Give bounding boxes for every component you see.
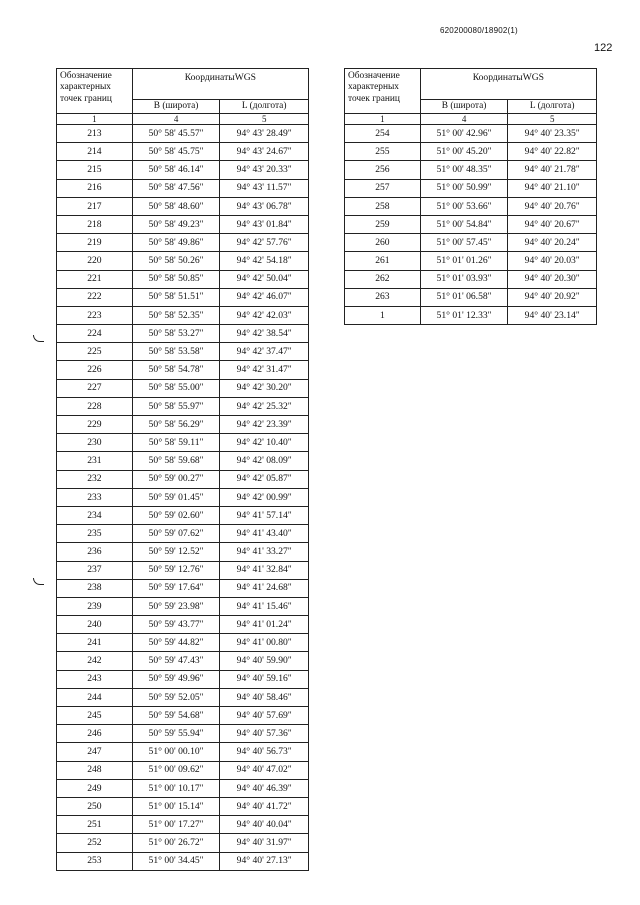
point-id-cell: 232 [57, 470, 133, 488]
latitude-cell: 50° 59' 44.82" [132, 634, 220, 652]
header-latitude: В (широта) [132, 100, 220, 114]
header-longitude: L (долгота) [508, 100, 597, 114]
latitude-cell: 50° 59' 17.64" [132, 579, 220, 597]
latitude-cell: 51° 00' 57.45" [420, 234, 508, 252]
latitude-cell: 50° 59' 47.43" [132, 652, 220, 670]
point-id-cell: 250 [57, 797, 133, 815]
point-id-cell: 221 [57, 270, 133, 288]
longitude-cell: 94° 40' 31.97" [220, 834, 309, 852]
header-col-number: 1 [57, 114, 133, 125]
point-id-cell: 260 [345, 234, 421, 252]
point-id-cell: 229 [57, 416, 133, 434]
longitude-cell: 94° 42' 05.87" [220, 470, 309, 488]
header-wgs: КоординатыWGS [420, 69, 596, 100]
longitude-cell: 94° 40' 20.24" [508, 234, 597, 252]
point-id-cell: 256 [345, 161, 421, 179]
table-row [345, 179, 597, 197]
latitude-cell: 51° 00' 09.62" [132, 761, 220, 779]
longitude-cell: 94° 42' 23.39" [220, 416, 309, 434]
latitude-cell: 50° 58' 53.27" [132, 325, 220, 343]
longitude-cell: 94° 41' 32.84" [220, 561, 309, 579]
longitude-cell: 94° 42' 50.04" [220, 270, 309, 288]
latitude-cell: 50° 58' 50.26" [132, 252, 220, 270]
longitude-cell: 94° 40' 21.78" [508, 161, 597, 179]
point-id-cell: 251 [57, 816, 133, 834]
table-row [57, 397, 309, 415]
latitude-cell: 51° 00' 34.45" [132, 852, 220, 870]
latitude-cell: 50° 58' 46.14" [132, 161, 220, 179]
latitude-cell: 50° 58' 50.85" [132, 270, 220, 288]
longitude-cell: 94° 42' 31.47" [220, 361, 309, 379]
table-row [57, 597, 309, 615]
latitude-cell: 50° 58' 49.86" [132, 234, 220, 252]
latitude-cell: 50° 59' 12.52" [132, 543, 220, 561]
table-row [57, 270, 309, 288]
latitude-cell: 50° 58' 59.68" [132, 452, 220, 470]
point-id-cell: 217 [57, 197, 133, 215]
table-body [345, 125, 597, 325]
latitude-cell: 50° 59' 54.68" [132, 707, 220, 725]
longitude-cell: 94° 40' 21.10" [508, 179, 597, 197]
point-id-cell: 231 [57, 452, 133, 470]
latitude-cell: 51° 00' 42.96" [420, 125, 508, 143]
latitude-cell: 50° 59' 12.76" [132, 561, 220, 579]
table-row [57, 543, 309, 561]
table-row [345, 234, 597, 252]
point-id-cell: 253 [57, 852, 133, 870]
latitude-cell: 50° 58' 49.23" [132, 215, 220, 233]
point-id-cell: 254 [345, 125, 421, 143]
point-id-cell: 228 [57, 397, 133, 415]
longitude-cell: 94° 42' 42.03" [220, 306, 309, 324]
longitude-cell: 94° 40' 56.73" [220, 743, 309, 761]
table-row [57, 343, 309, 361]
latitude-cell: 50° 58' 45.75" [132, 143, 220, 161]
point-id-cell: 227 [57, 379, 133, 397]
point-id-cell: 223 [57, 306, 133, 324]
point-id-cell: 252 [57, 834, 133, 852]
table-row [345, 197, 597, 215]
latitude-cell: 51° 01' 06.58" [420, 288, 508, 306]
latitude-cell: 51° 00' 17.27" [132, 816, 220, 834]
table-row [345, 215, 597, 233]
point-id-cell: 214 [57, 143, 133, 161]
longitude-cell: 94° 40' 58.46" [220, 688, 309, 706]
table-row [345, 125, 597, 143]
longitude-cell: 94° 40' 20.30" [508, 270, 597, 288]
margin-mark [33, 578, 44, 585]
longitude-cell: 94° 41' 00.80" [220, 634, 309, 652]
table-row [57, 561, 309, 579]
longitude-cell: 94° 43' 11.57" [220, 179, 309, 197]
longitude-cell: 94° 42' 00.99" [220, 488, 309, 506]
longitude-cell: 94° 40' 20.03" [508, 252, 597, 270]
table-row [57, 652, 309, 670]
longitude-cell: 94° 40' 57.69" [220, 707, 309, 725]
table-row [345, 252, 597, 270]
longitude-cell: 94° 42' 30.20" [220, 379, 309, 397]
latitude-cell: 50° 59' 49.96" [132, 670, 220, 688]
table-row [57, 634, 309, 652]
longitude-cell: 94° 41' 57.14" [220, 506, 309, 524]
margin-mark [33, 335, 44, 342]
table-row [57, 579, 309, 597]
point-id-cell: 257 [345, 179, 421, 197]
point-id-cell: 224 [57, 325, 133, 343]
header-latitude: В (широта) [420, 100, 508, 114]
table-row [345, 143, 597, 161]
table-row [57, 306, 309, 324]
table-row [57, 452, 309, 470]
table-row [57, 506, 309, 524]
table-row [57, 215, 309, 233]
longitude-cell: 94° 43' 06.78" [220, 197, 309, 215]
latitude-cell: 50° 58' 48.60" [132, 197, 220, 215]
longitude-cell: 94° 42' 46.07" [220, 288, 309, 306]
latitude-cell: 50° 58' 52.35" [132, 306, 220, 324]
point-id-cell: 235 [57, 525, 133, 543]
longitude-cell: 94° 40' 57.36" [220, 725, 309, 743]
point-id-cell: 261 [345, 252, 421, 270]
longitude-cell: 94° 41' 15.46" [220, 597, 309, 615]
table-row [345, 161, 597, 179]
latitude-cell: 50° 59' 23.98" [132, 597, 220, 615]
point-id-cell: 213 [57, 125, 133, 143]
table-row [57, 743, 309, 761]
latitude-cell: 51° 00' 54.84" [420, 215, 508, 233]
longitude-cell: 94° 43' 20.33" [220, 161, 309, 179]
point-id-cell: 239 [57, 597, 133, 615]
latitude-cell: 50° 58' 54.78" [132, 361, 220, 379]
table-row [57, 434, 309, 452]
longitude-cell: 94° 41' 24.68" [220, 579, 309, 597]
table-row [57, 488, 309, 506]
header-col-number: 1 [345, 114, 421, 125]
longitude-cell: 94° 40' 27.13" [220, 852, 309, 870]
latitude-cell: 50° 58' 53.58" [132, 343, 220, 361]
longitude-cell: 94° 43' 01.84" [220, 215, 309, 233]
point-id-cell: 258 [345, 197, 421, 215]
page-number: 122 [594, 42, 613, 54]
point-id-cell: 248 [57, 761, 133, 779]
table-row [57, 725, 309, 743]
latitude-cell: 50° 59' 55.94" [132, 725, 220, 743]
latitude-cell: 50° 59' 07.62" [132, 525, 220, 543]
latitude-cell: 50° 58' 45.57" [132, 125, 220, 143]
longitude-cell: 94° 43' 24.67" [220, 143, 309, 161]
longitude-cell: 94° 40' 59.90" [220, 652, 309, 670]
longitude-cell: 94° 41' 01.24" [220, 616, 309, 634]
latitude-cell: 51° 00' 45.20" [420, 143, 508, 161]
table-row [57, 125, 309, 143]
point-id-cell: 238 [57, 579, 133, 597]
longitude-cell: 94° 41' 43.40" [220, 525, 309, 543]
point-id-cell: 241 [57, 634, 133, 652]
point-id-cell: 220 [57, 252, 133, 270]
point-id-cell: 225 [57, 343, 133, 361]
latitude-cell: 51° 00' 53.66" [420, 197, 508, 215]
table-row [57, 361, 309, 379]
latitude-cell: 51° 01' 01.26" [420, 252, 508, 270]
longitude-cell: 94° 42' 38.54" [220, 325, 309, 343]
coordinates-table-left [56, 68, 309, 871]
longitude-cell: 94° 42' 10.40" [220, 434, 309, 452]
point-id-cell: 243 [57, 670, 133, 688]
point-id-cell: 226 [57, 361, 133, 379]
longitude-cell: 94° 40' 20.92" [508, 288, 597, 306]
point-id-cell: 222 [57, 288, 133, 306]
table-row [57, 143, 309, 161]
header-point-name: Обозначение характерных точек границ [345, 69, 421, 114]
table-row [57, 688, 309, 706]
point-id-cell: 263 [345, 288, 421, 306]
latitude-cell: 50° 59' 00.27" [132, 470, 220, 488]
table-row [57, 816, 309, 834]
header-point-name: Обозначение характерных точек границ [57, 69, 133, 114]
latitude-cell: 50° 58' 51.51" [132, 288, 220, 306]
point-id-cell: 237 [57, 561, 133, 579]
longitude-cell: 94° 42' 25.32" [220, 397, 309, 415]
latitude-cell: 51° 00' 10.17" [132, 779, 220, 797]
point-id-cell: 262 [345, 270, 421, 288]
table-row [57, 761, 309, 779]
table-row [57, 797, 309, 815]
table-row [57, 707, 309, 725]
header-longitude: L (долгота) [220, 100, 309, 114]
latitude-cell: 51° 00' 15.14" [132, 797, 220, 815]
point-id-cell: 246 [57, 725, 133, 743]
latitude-cell: 51° 00' 26.72" [132, 834, 220, 852]
table-row [57, 852, 309, 870]
header-col-number: 5 [508, 114, 597, 125]
point-id-cell: 236 [57, 543, 133, 561]
table-row [345, 270, 597, 288]
point-id-cell: 234 [57, 506, 133, 524]
longitude-cell: 94° 42' 57.76" [220, 234, 309, 252]
table-row [57, 670, 309, 688]
latitude-cell: 50° 58' 55.97" [132, 397, 220, 415]
point-id-cell: 218 [57, 215, 133, 233]
point-id-cell: 233 [57, 488, 133, 506]
table-body [57, 125, 309, 871]
latitude-cell: 51° 01' 12.33" [420, 306, 508, 324]
point-id-cell: 255 [345, 143, 421, 161]
document-id: 620200080/18902(1) [440, 26, 518, 35]
table-row [57, 379, 309, 397]
longitude-cell: 94° 40' 23.14" [508, 306, 597, 324]
point-id-cell: 249 [57, 779, 133, 797]
table-row [57, 470, 309, 488]
table-row [57, 197, 309, 215]
longitude-cell: 94° 40' 40.04" [220, 816, 309, 834]
latitude-cell: 50° 58' 55.00" [132, 379, 220, 397]
table-row [345, 306, 597, 324]
header-wgs: КоординатыWGS [132, 69, 308, 100]
longitude-cell: 94° 40' 22.82" [508, 143, 597, 161]
point-id-cell: 215 [57, 161, 133, 179]
header-col-number: 4 [132, 114, 220, 125]
latitude-cell: 51° 00' 50.99" [420, 179, 508, 197]
longitude-cell: 94° 41' 33.27" [220, 543, 309, 561]
longitude-cell: 94° 40' 46.39" [220, 779, 309, 797]
point-id-cell: 219 [57, 234, 133, 252]
point-id-cell: 216 [57, 179, 133, 197]
latitude-cell: 50° 58' 47.56" [132, 179, 220, 197]
latitude-cell: 51° 00' 48.35" [420, 161, 508, 179]
point-id-cell: 1 [345, 306, 421, 324]
header-col-number: 4 [420, 114, 508, 125]
header-col-number: 5 [220, 114, 309, 125]
latitude-cell: 50° 58' 56.29" [132, 416, 220, 434]
point-id-cell: 244 [57, 688, 133, 706]
table-row [57, 288, 309, 306]
longitude-cell: 94° 40' 41.72" [220, 797, 309, 815]
longitude-cell: 94° 42' 37.47" [220, 343, 309, 361]
table-row [57, 234, 309, 252]
longitude-cell: 94° 40' 20.76" [508, 197, 597, 215]
point-id-cell: 245 [57, 707, 133, 725]
table-row [57, 525, 309, 543]
table-row [57, 325, 309, 343]
longitude-cell: 94° 40' 20.67" [508, 215, 597, 233]
latitude-cell: 50° 59' 01.45" [132, 488, 220, 506]
longitude-cell: 94° 43' 28.49" [220, 125, 309, 143]
longitude-cell: 94° 40' 47.02" [220, 761, 309, 779]
latitude-cell: 50° 58' 59.11" [132, 434, 220, 452]
point-id-cell: 259 [345, 215, 421, 233]
latitude-cell: 50° 59' 43.77" [132, 616, 220, 634]
table-row [57, 616, 309, 634]
table-row [57, 416, 309, 434]
table-row [57, 779, 309, 797]
latitude-cell: 51° 01' 03.93" [420, 270, 508, 288]
longitude-cell: 94° 40' 23.35" [508, 125, 597, 143]
point-id-cell: 230 [57, 434, 133, 452]
longitude-cell: 94° 42' 54.18" [220, 252, 309, 270]
longitude-cell: 94° 42' 08.09" [220, 452, 309, 470]
point-id-cell: 240 [57, 616, 133, 634]
table-row [345, 288, 597, 306]
latitude-cell: 50° 59' 02.60" [132, 506, 220, 524]
point-id-cell: 247 [57, 743, 133, 761]
table-row [57, 161, 309, 179]
coordinates-table-right [344, 68, 597, 325]
table-row [57, 834, 309, 852]
table-row [57, 179, 309, 197]
longitude-cell: 94° 40' 59.16" [220, 670, 309, 688]
point-id-cell: 242 [57, 652, 133, 670]
latitude-cell: 51° 00' 00.10" [132, 743, 220, 761]
latitude-cell: 50° 59' 52.05" [132, 688, 220, 706]
table-row [57, 252, 309, 270]
